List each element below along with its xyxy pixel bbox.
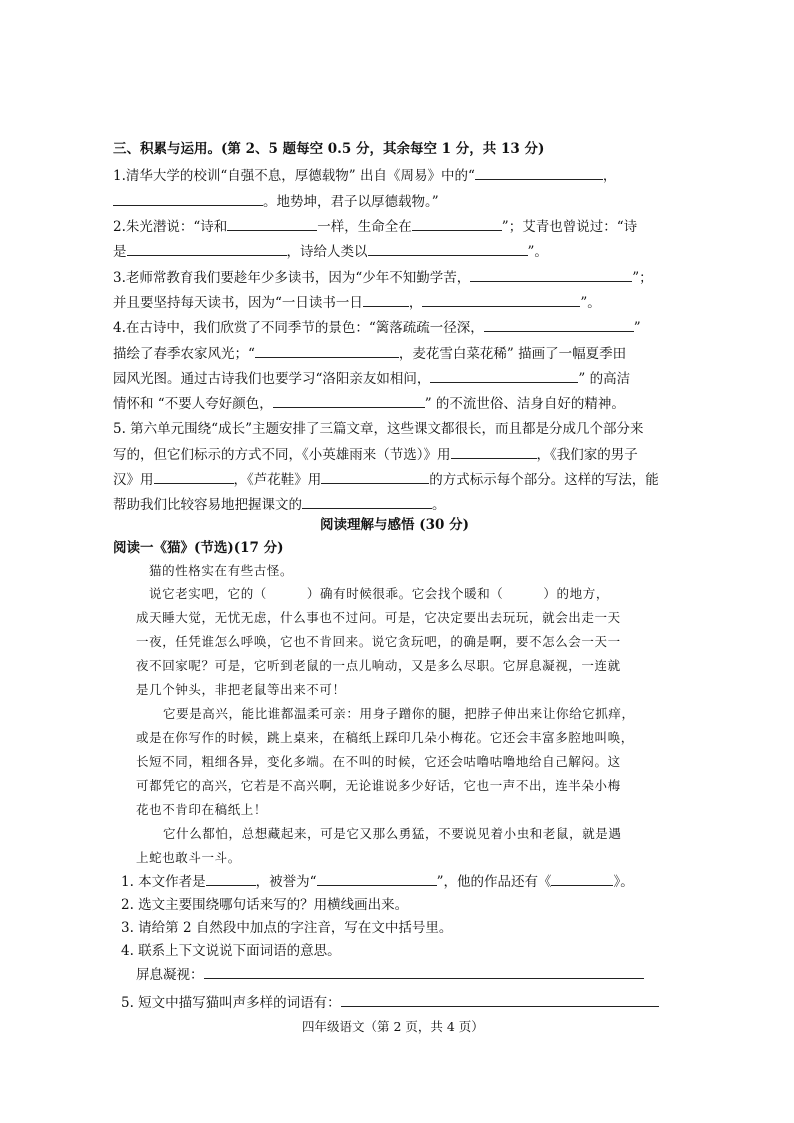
q4-text: 4.在古诗中，我们欣赏了不同季节的景色：“篱落疏疏一径深，: [113, 320, 484, 336]
question-5: 5. 第六单元围绕“成长”主题安排了三篇文章，这些课文都很长，而且都是分成几个部分来: [113, 421, 644, 437]
answer-blank[interactable]: [227, 217, 317, 231]
passage-p3-line4: 可都凭它的高兴，它若是不高兴啊，无论谁说多少好话，它也一声不出，连半朵小梅: [136, 778, 621, 793]
question-5-cont3: [113, 495, 446, 514]
passage-p3-line1: 它要是高兴，能比谁都温柔可亲：用身子蹭你的腿，把脖子伸出来让你给它抓痒，: [163, 706, 635, 721]
answer-blank[interactable]: [451, 445, 537, 459]
answer-blank[interactable]: [321, 470, 429, 484]
q3-text: 3.老师常教育我们要趁年少多读书，因为“少年不知勤学苦，: [113, 270, 471, 286]
reading-q2: 2. 选文主要围绕哪句话来写的？用横线画出来。: [121, 897, 409, 913]
question-1-cont: [113, 192, 439, 211]
q5-text: 汉》用: [113, 472, 154, 488]
question-5-cont2: [113, 470, 659, 489]
q3-text: 并且要坚持每天读书，因为“一日读书一日: [113, 295, 363, 311]
rq1-text: ，被誉为“: [255, 874, 317, 890]
q5-text: ，《我们家的男子: [536, 447, 638, 463]
answer-blank[interactable]: [484, 318, 634, 332]
q2-text: ，诗给人类以: [286, 244, 368, 260]
q4-text: 情怀和 “不要人夸好颜色，: [113, 396, 273, 412]
term-label: 屏息凝视：: [136, 967, 204, 983]
answer-blank[interactable]: [127, 242, 287, 256]
q5-text: 的方式标示每个部分。这样的写法，能: [429, 472, 659, 488]
passage-p1: 猫的性格实在有些古怪。: [149, 563, 294, 578]
question-3-cont: [113, 293, 601, 312]
q3-text: ”。: [580, 295, 601, 311]
question-3: [113, 268, 653, 287]
reading-heading: 阅读理解与感悟 (30 分): [320, 517, 469, 533]
q4-text: ” 的不流世俗、洁身自好的精神。: [424, 396, 625, 412]
q5-text: 。: [432, 497, 446, 513]
q3-text: ”；: [632, 270, 653, 286]
q1-text: 1.清华大学的校训“自强不息，厚德载物” 出自《周易》中的“: [113, 168, 475, 184]
passage-p4-line2: 上蛇也敢斗一斗。: [136, 850, 241, 865]
passage-p3-line3: 长短不同，粗细各异，变化多端。在不叫的时候，它还会咕噜咕噜地给自己解闷。这: [136, 754, 621, 769]
passage-p2-line5: 是几个钟头，非把老鼠等出来不可！: [136, 682, 346, 697]
question-5-cont: [113, 445, 638, 464]
answer-blank[interactable]: [430, 369, 578, 383]
answer-blank[interactable]: [113, 192, 263, 206]
answer-blank[interactable]: [154, 470, 234, 484]
q1-comma: ，: [602, 168, 617, 184]
answer-blank[interactable]: [363, 293, 409, 307]
passage-text: 说它老实吧，它的（: [149, 586, 267, 601]
passage-text: ）确有时候很乖。它会找个暖和（: [306, 586, 504, 601]
rq1-text: 》。: [613, 874, 634, 890]
passage-p3-line2: 或是在你写作的时候，跳上桌来，在稿纸上踩印几朵小梅花。它还会丰富多腔地叫唤，: [136, 730, 634, 745]
reading-q3: 3. 请给第 2 自然段中加点的字注音，写在文中括号里。: [121, 920, 453, 936]
passage-p2-line3: 一夜，任凭谁怎么呼唤，它也不肯回来。说它贪玩吧，的确是啊，要不怎么会一天一: [136, 634, 621, 649]
q2-text: 2.朱光潜说：“诗和: [113, 219, 228, 235]
reading-q1: [121, 872, 634, 891]
answer-blank[interactable]: [255, 344, 399, 358]
rq1-text: ”，他的作品还有《: [436, 874, 552, 890]
passage-p4-line1: 它什么都怕，总想藏起来，可是它又那么勇猛，不要说见着小虫和老鼠，就是遇: [163, 826, 622, 841]
question-2: [113, 217, 637, 236]
answer-line[interactable]: [341, 993, 659, 1007]
section-heading: 三、积累与运用。(第 2、5 题每空 0.5 分，其余每空 1 分，共 13 分): [113, 141, 545, 157]
q5-text: 帮助我们比较容易地把握课文的: [113, 497, 302, 513]
question-2-cont: [113, 242, 548, 261]
passage-p3-line5: 花也不肯印在稿纸上！: [136, 802, 268, 817]
q4-text: ” 的高洁: [578, 371, 631, 387]
question-4: [113, 318, 641, 337]
q5-text: 写的，但它们标示的方式不同，《小英雄雨来（节选）》用: [113, 447, 451, 463]
question-4-cont2: [113, 369, 630, 388]
question-4-cont: [113, 344, 626, 363]
q1-text-end: 。地势坤，君子以厚德载物。”: [263, 194, 439, 210]
reading-q4-term: [136, 965, 644, 984]
answer-blank[interactable]: [475, 166, 603, 180]
passage-text: ）的地方，: [543, 586, 609, 601]
q5-text: ，《芦花鞋》用: [233, 472, 322, 488]
answer-blank[interactable]: [412, 217, 502, 231]
passage-p2-line1: [149, 585, 609, 603]
q2-text: ”。: [527, 244, 548, 260]
reading-q5: [121, 993, 659, 1012]
question-1: [113, 166, 616, 185]
question-4-cont3: [113, 394, 625, 413]
q2-text: 是: [113, 244, 127, 260]
answer-blank[interactable]: [302, 495, 432, 509]
passage-p2-line4: 夜不回家呢？可是，它听到老鼠的一点儿响动，又是多么尽职。它屏息凝视，一连就: [136, 658, 621, 673]
answer-blank[interactable]: [317, 872, 437, 886]
reading-part1-title: 阅读一《猫》(节选)(17 分): [113, 540, 284, 556]
q3-text: ，: [408, 295, 423, 311]
page-footer: 四年级语文（第 2 页，共 4 页）: [302, 1019, 484, 1034]
rq1-text: 1. 本文作者是: [121, 874, 206, 890]
q4-text: ”: [633, 320, 641, 336]
q4-text: 描绘了春季农家风光；“: [113, 346, 255, 362]
answer-blank[interactable]: [422, 293, 580, 307]
answer-blank[interactable]: [368, 242, 528, 256]
q4-text: ，麦花雪白菜花稀” 描画了一幅夏季田: [398, 346, 627, 362]
answer-blank[interactable]: [551, 872, 613, 886]
q2-text: ”；艾青也曾说过：“诗: [501, 219, 638, 235]
q4-text: 园风光图。通过古诗我们也要学习“洛阳亲友如相问，: [113, 371, 431, 387]
q2-text: 一样，生命全在: [317, 219, 412, 235]
rq5-text: 5. 短文中描写猫叫声多样的词语有：: [121, 995, 341, 1011]
answer-blank[interactable]: [470, 268, 632, 282]
answer-line[interactable]: [204, 965, 644, 979]
passage-p2-line2: 成天睡大觉，无忧无虑，什么事也不过问。可是，它决定要出去玩玩，就会出走一天: [136, 610, 621, 625]
reading-q4: 4. 联系上下文说说下面词语的意思。: [121, 943, 341, 959]
answer-blank[interactable]: [206, 872, 256, 886]
answer-blank[interactable]: [273, 394, 425, 408]
